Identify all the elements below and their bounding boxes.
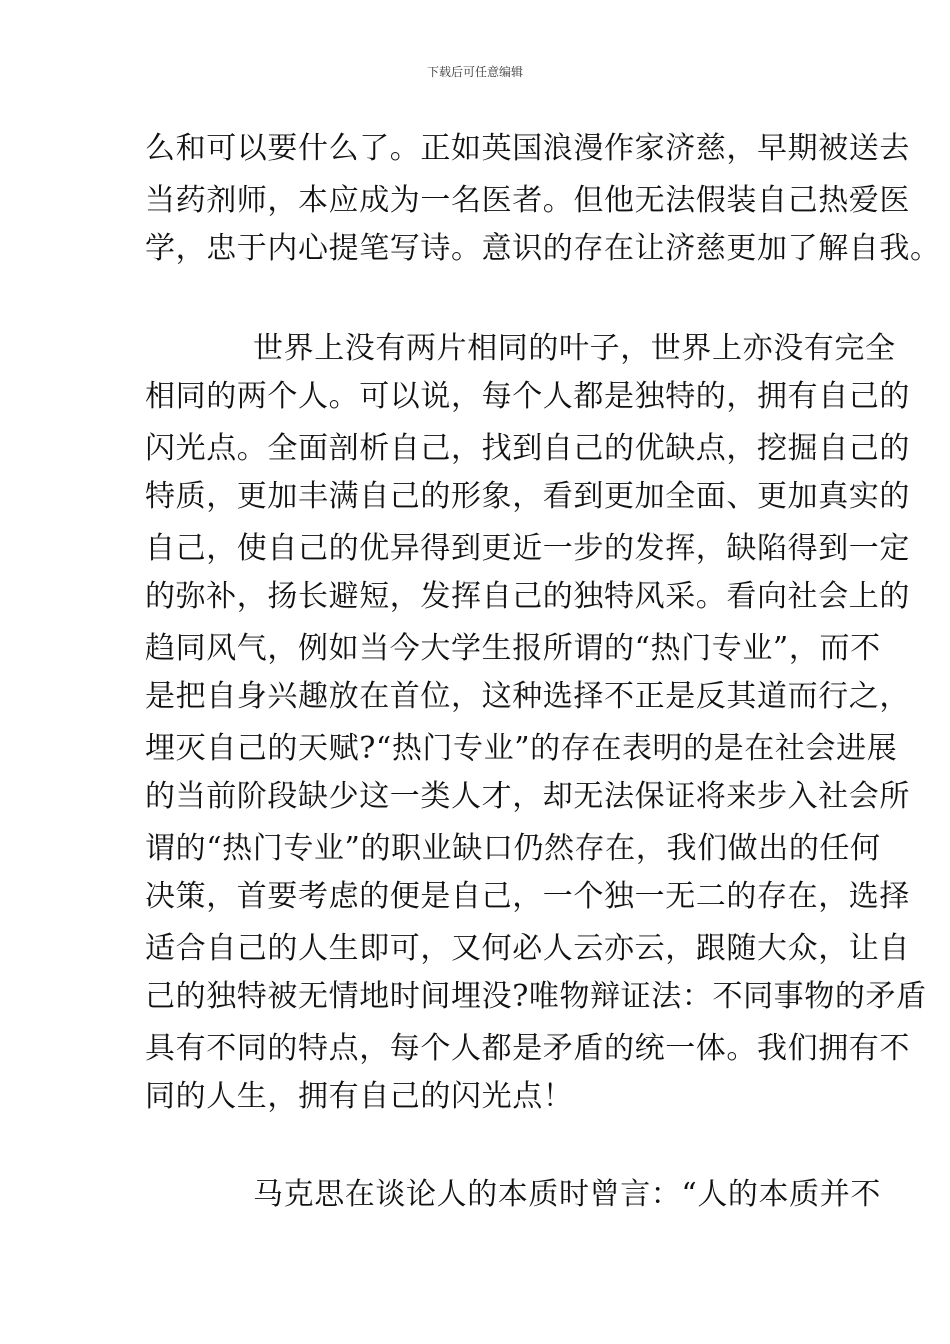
text-line: 自己，使自己的优异得到更近一步的发挥，缺陷得到一定 (145, 531, 910, 566)
text-line: 决策，首要考虑的便是自己，一个独一无二的存在，选择 (145, 879, 910, 914)
text-line: 闪光点。全面剖析自己，找到自己的优缺点，挖掘自己的 (145, 431, 910, 466)
text-line: 埋灭自己的天赋?“热门专业”的存在表明的是在社会进展 (145, 731, 898, 766)
text-line: 谓的“热门专业”的职业缺口仍然存在，我们做出的任何 (145, 831, 881, 866)
text-line: 适合自己的人生即可，又何必人云亦云，跟随大众，让自 (145, 931, 910, 966)
text-line: 的当前阶段缺少这一类人才，却无法保证将来步入社会所 (145, 779, 910, 814)
text-line: 趋同风气，例如当今大学生报所谓的“热门专业”，而不 (145, 631, 881, 666)
text-line: 的弥补，扬长避短，发挥自己的独特风采。看向社会上的 (145, 579, 910, 614)
text-line: 马克思在谈论人的本质时曾言：“人的本质并不 (253, 1177, 881, 1212)
text-line: 具有不同的特点，每个人都是矛盾的统一体。我们拥有不 (145, 1031, 910, 1066)
text-line: 同的人生，拥有自己的闪光点！ (145, 1079, 574, 1114)
text-line: 世界上没有两片相同的叶子，世界上亦没有完全 (253, 331, 896, 366)
text-line: 学，忠于内心提笔写诗。意识的存在让济慈更加了解自我。 (145, 231, 941, 266)
text-line: 么和可以要什么了。正如英国浪漫作家济慈，早期被送去 (145, 131, 910, 166)
page-header: 下载后可任意编辑 (426, 65, 523, 79)
text-line: 相同的两个人。可以说，每个人都是独特的，拥有自己的 (145, 379, 910, 414)
text-line: 特质，更加丰满自己的形象，看到更加全面、更加真实的 (145, 479, 910, 514)
text-line: 当药剂师，本应成为一名医者。但他无法假装自己热爱医 (145, 183, 910, 218)
text-line: 是把自身兴趣放在首位，这种选择不正是反其道而行之， (145, 679, 910, 714)
text-line: 己的独特被无情地时间埋没?唯物辩证法：不同事物的矛盾 (145, 979, 927, 1014)
